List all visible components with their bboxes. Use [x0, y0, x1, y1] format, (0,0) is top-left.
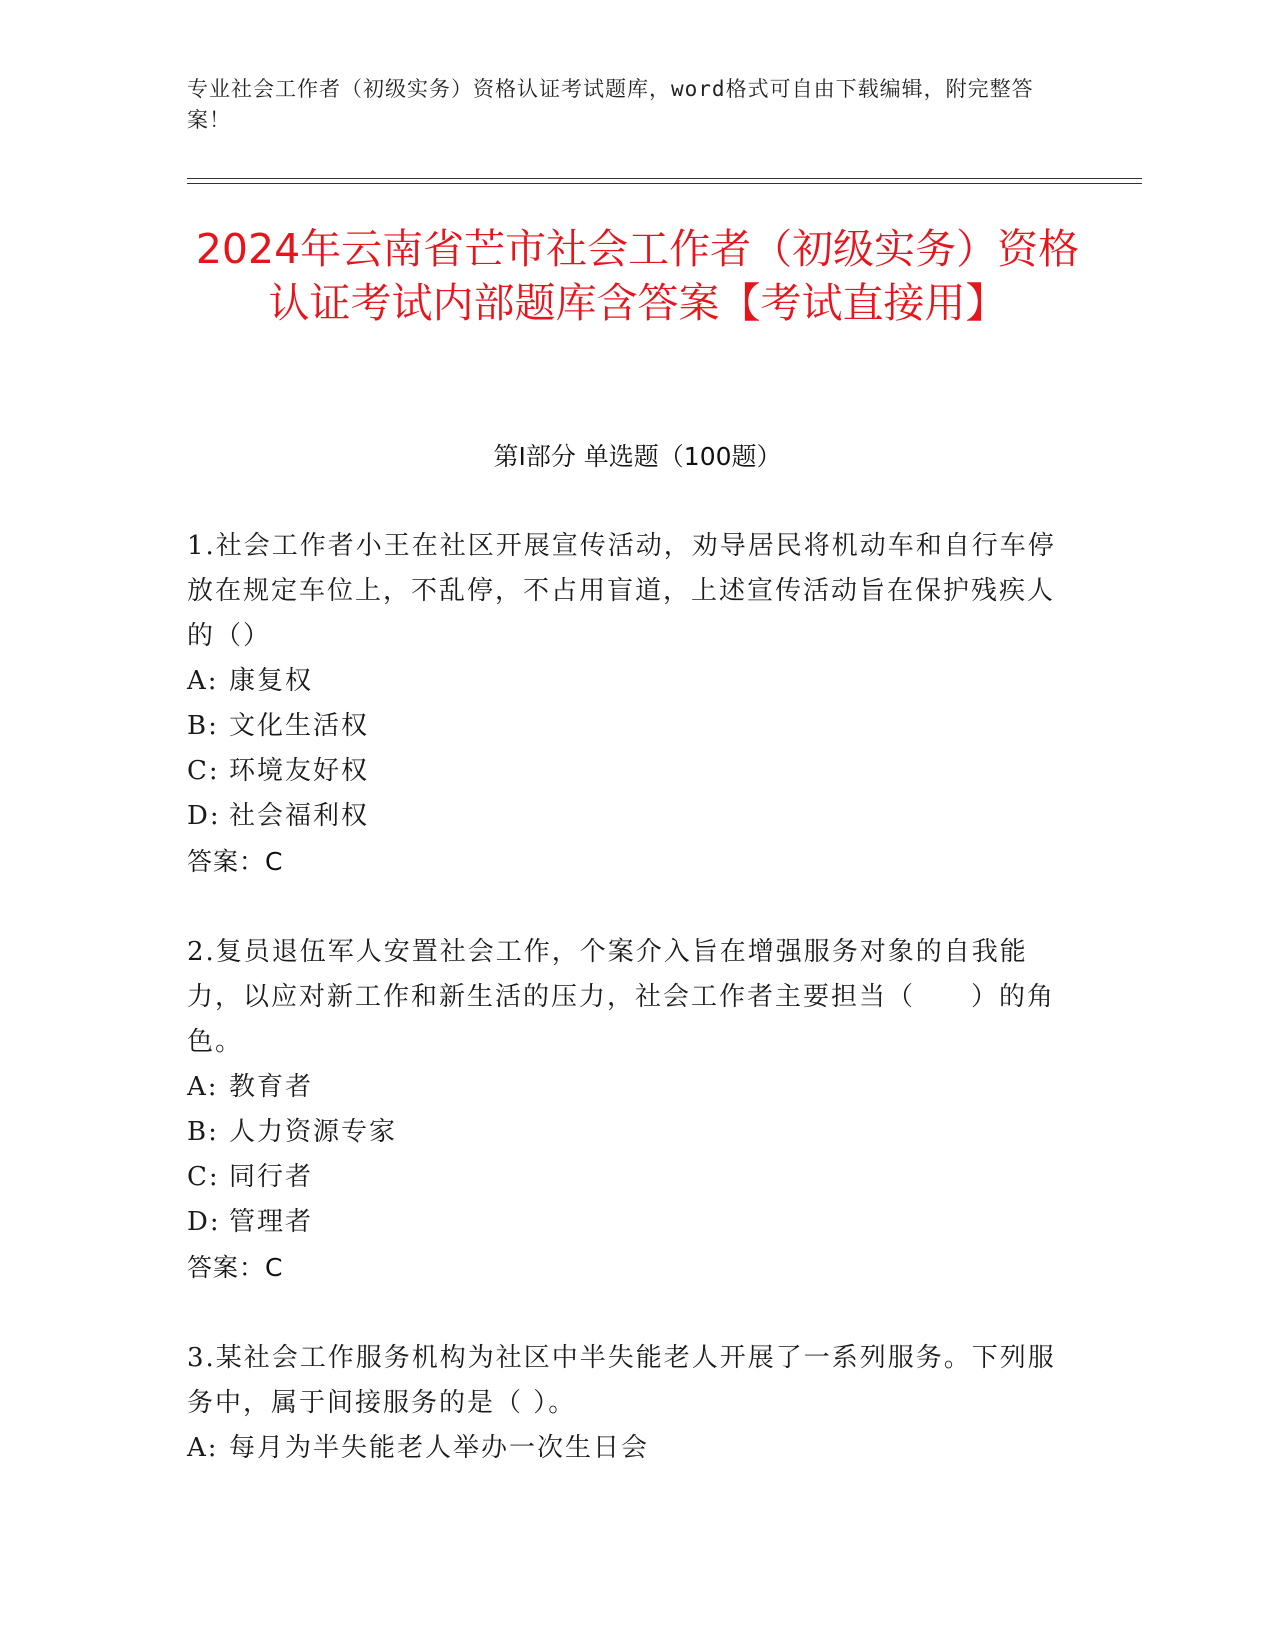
option-b	[187, 1110, 1057, 1155]
question-stem: 3.某社会工作服务机构为社区中半失能老人开展了一系列服务。下列服务中，属于间接服务的是（ ）。	[187, 1343, 1056, 1418]
option-key: C:	[187, 756, 220, 786]
option-a	[187, 659, 1057, 704]
document-title: 2024年云南省芒市社会工作者（初级实务）资格认证考试内部题库含答案【考试直接用】	[195, 225, 1080, 327]
option-text: 环境友好权	[229, 756, 370, 786]
question-1	[187, 524, 1057, 884]
question-stem: 2.复员退伍军人安置社会工作，个案介入旨在增强服务对象的自我能力，以应对新工作和新生活的压力，社会工作者主要担当（ ）的角色。	[187, 937, 1056, 1057]
option-key: A:	[187, 666, 219, 696]
option-key: D:	[187, 1207, 221, 1237]
option-text: 文化生活权	[229, 711, 370, 741]
answer-line: 答案：C	[187, 1253, 284, 1282]
section-heading: 第I部分 单选题（100题）	[493, 442, 782, 471]
option-b	[187, 704, 1057, 749]
option-text: 社会福利权	[229, 801, 370, 831]
option-key: A:	[187, 1433, 219, 1463]
option-c	[187, 749, 1057, 794]
option-key: D:	[187, 801, 221, 831]
option-c	[187, 1155, 1057, 1200]
option-d	[187, 794, 1057, 839]
option-key: C:	[187, 1162, 220, 1192]
option-text: 康复权	[229, 666, 314, 696]
option-key: B:	[187, 711, 219, 741]
question-3	[187, 1336, 1057, 1471]
option-text: 同行者	[229, 1162, 314, 1192]
option-key: A:	[187, 1072, 219, 1102]
option-text: 管理者	[229, 1207, 314, 1237]
question-stem: 1.社会工作者小王在社区开展宣传活动，劝导居民将机动车和自行车停放在规定车位上，不乱停，不占用盲道，上述宣传活动旨在保护残疾人的（）	[187, 531, 1056, 651]
option-text: 人力资源专家	[229, 1117, 398, 1147]
header-divider	[187, 178, 1142, 184]
option-a	[187, 1426, 1057, 1471]
option-a	[187, 1065, 1057, 1110]
question-2	[187, 930, 1057, 1290]
header-note: 专业社会工作者（初级实务）资格认证考试题库，word格式可自由下载编辑，附完整答案！	[187, 77, 1034, 132]
option-d	[187, 1200, 1057, 1245]
answer-line: 答案：C	[187, 847, 284, 876]
option-text: 教育者	[229, 1072, 314, 1102]
option-text: 每月为半失能老人举办一次生日会	[229, 1433, 650, 1463]
option-key: B:	[187, 1117, 219, 1147]
